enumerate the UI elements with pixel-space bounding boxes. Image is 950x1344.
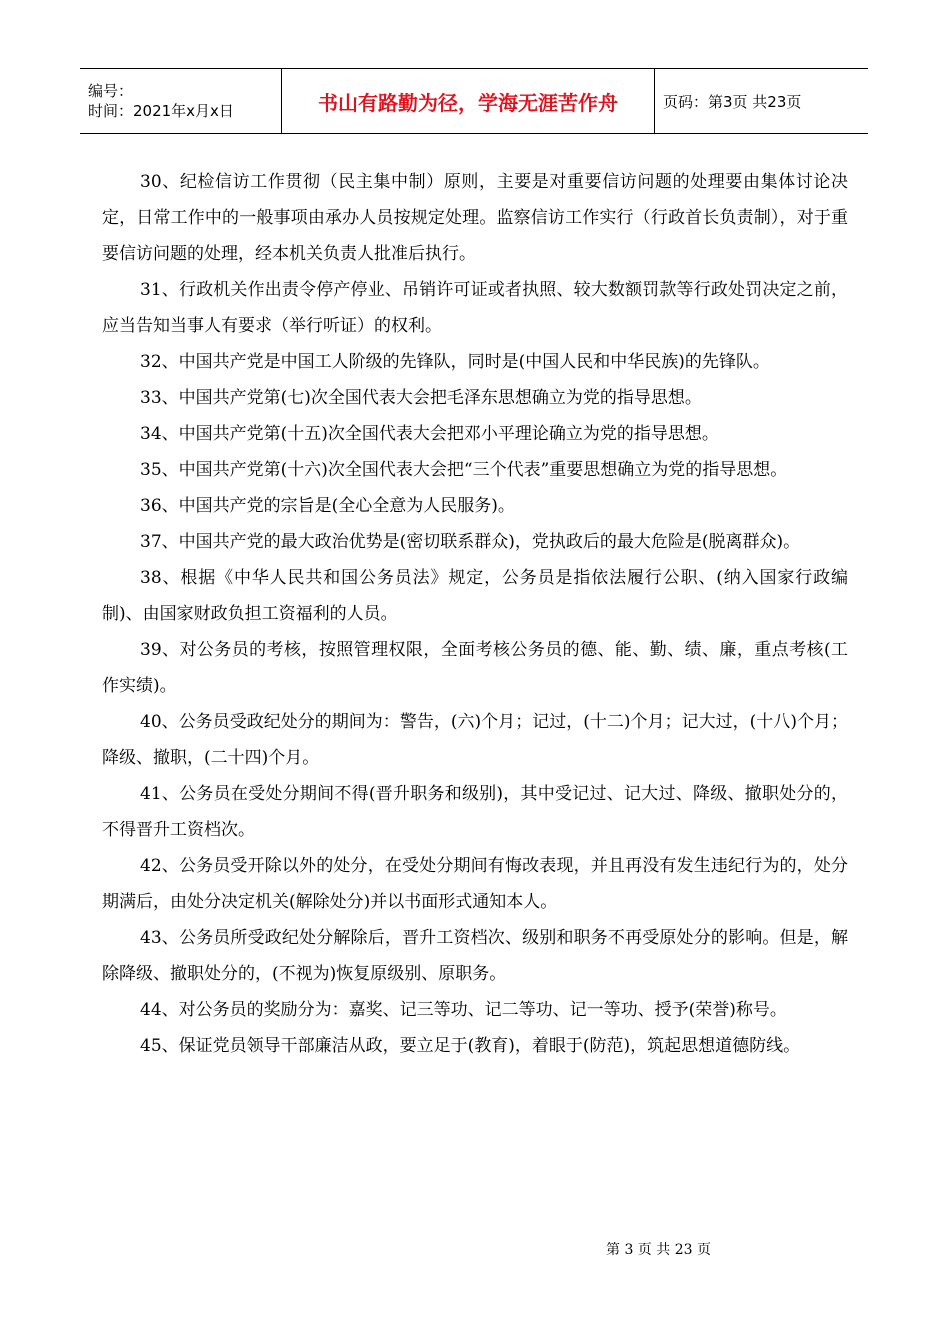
motto-text: 书山有路勤为径，学海无涯苦作舟 bbox=[318, 90, 618, 115]
paragraph-42: 42、公务员受开除以外的处分，在受处分期间有悔改表现，并且再没有发生违纪行为的，处分期满后，由处分决定机关(解除处分)并以书面形式通知本人。 bbox=[102, 856, 848, 912]
document-body bbox=[102, 164, 848, 1064]
header-motto-cell bbox=[282, 69, 655, 133]
paragraph-43: 43、公务员所受政纪处分解除后，晋升工资档次、级别和职务不再受原处分的影响。但是，解除降级、撤职处分的，(不视为)恢复原级别、原职务。 bbox=[102, 928, 848, 984]
paragraph-32: 32、中国共产党是中国工人阶级的先锋队，同时是(中国人民和中华民族)的先锋队。 bbox=[140, 352, 770, 372]
paragraph-34: 34、中国共产党第(十五)次全国代表大会把邓小平理论确立为党的指导思想。 bbox=[140, 424, 719, 444]
page-footer: 第 3 页 共 23 页 bbox=[606, 1242, 711, 1258]
page-info: 页码：第3页 共23页 bbox=[663, 92, 802, 111]
paragraph-36: 36、中国共产党的宗旨是(全心全意为人民服务)。 bbox=[140, 496, 515, 516]
paragraph-35: 35、中国共产党第(十六)次全国代表大会把“三个代表”重要思想确立为党的指导思想。 bbox=[140, 460, 788, 480]
header-meta-cell bbox=[80, 69, 282, 133]
paragraph-37: 37、中国共产党的最大政治优势是(密切联系群众)，党执政后的最大危险是(脱离群众)。 bbox=[140, 532, 801, 552]
header-page-cell bbox=[655, 69, 868, 133]
time-label: 时间：2021年x月x日 bbox=[88, 102, 234, 120]
paragraph-41: 41、公务员在受处分期间不得(晋升职务和级别)，其中受记过、记大过、降级、撤职处分的，不得晋升工资档次。 bbox=[102, 784, 848, 840]
paragraph-40: 40、公务员受政纪处分的期间为：警告，(六)个月；记过，(十二)个月；记大过，(十八)个月；降级、撤职，(二十四)个月。 bbox=[102, 712, 848, 768]
paragraph-45: 45、保证党员领导干部廉洁从政，要立足于(教育)，着眼于(防范)，筑起思想道德防线。 bbox=[140, 1036, 801, 1056]
paragraph-33: 33、中国共产党第(七)次全国代表大会把毛泽东思想确立为党的指导思想。 bbox=[140, 388, 702, 408]
document-header bbox=[80, 68, 868, 134]
number-label: 编号： bbox=[88, 82, 134, 100]
paragraph-39: 39、对公务员的考核，按照管理权限，全面考核公务员的德、能、勤、绩、廉，重点考核(工作实绩)。 bbox=[102, 640, 848, 696]
paragraph-44: 44、对公务员的奖励分为：嘉奖、记三等功、记二等功、记一等功、授予(荣誉)称号。 bbox=[140, 1000, 787, 1020]
paragraph-31: 31、行政机关作出责令停产停业、吊销许可证或者执照、较大数额罚款等行政处罚决定之前，应当告知当事人有要求（举行听证）的权利。 bbox=[102, 280, 848, 336]
paragraph-38: 38、根据《中华人民共和国公务员法》规定，公务员是指依法履行公职、(纳入国家行政编制)、由国家财政负担工资福利的人员。 bbox=[102, 568, 848, 624]
paragraph-30: 30、纪检信访工作贯彻（民主集中制）原则，主要是对重要信访问题的处理要由集体讨论决定，日常工作中的一般事项由承办人员按规定处理。监察信访工作实行（行政首长负责制），对于重要信访问题的处理，经本机关负责人批准后执行。 bbox=[102, 172, 848, 264]
